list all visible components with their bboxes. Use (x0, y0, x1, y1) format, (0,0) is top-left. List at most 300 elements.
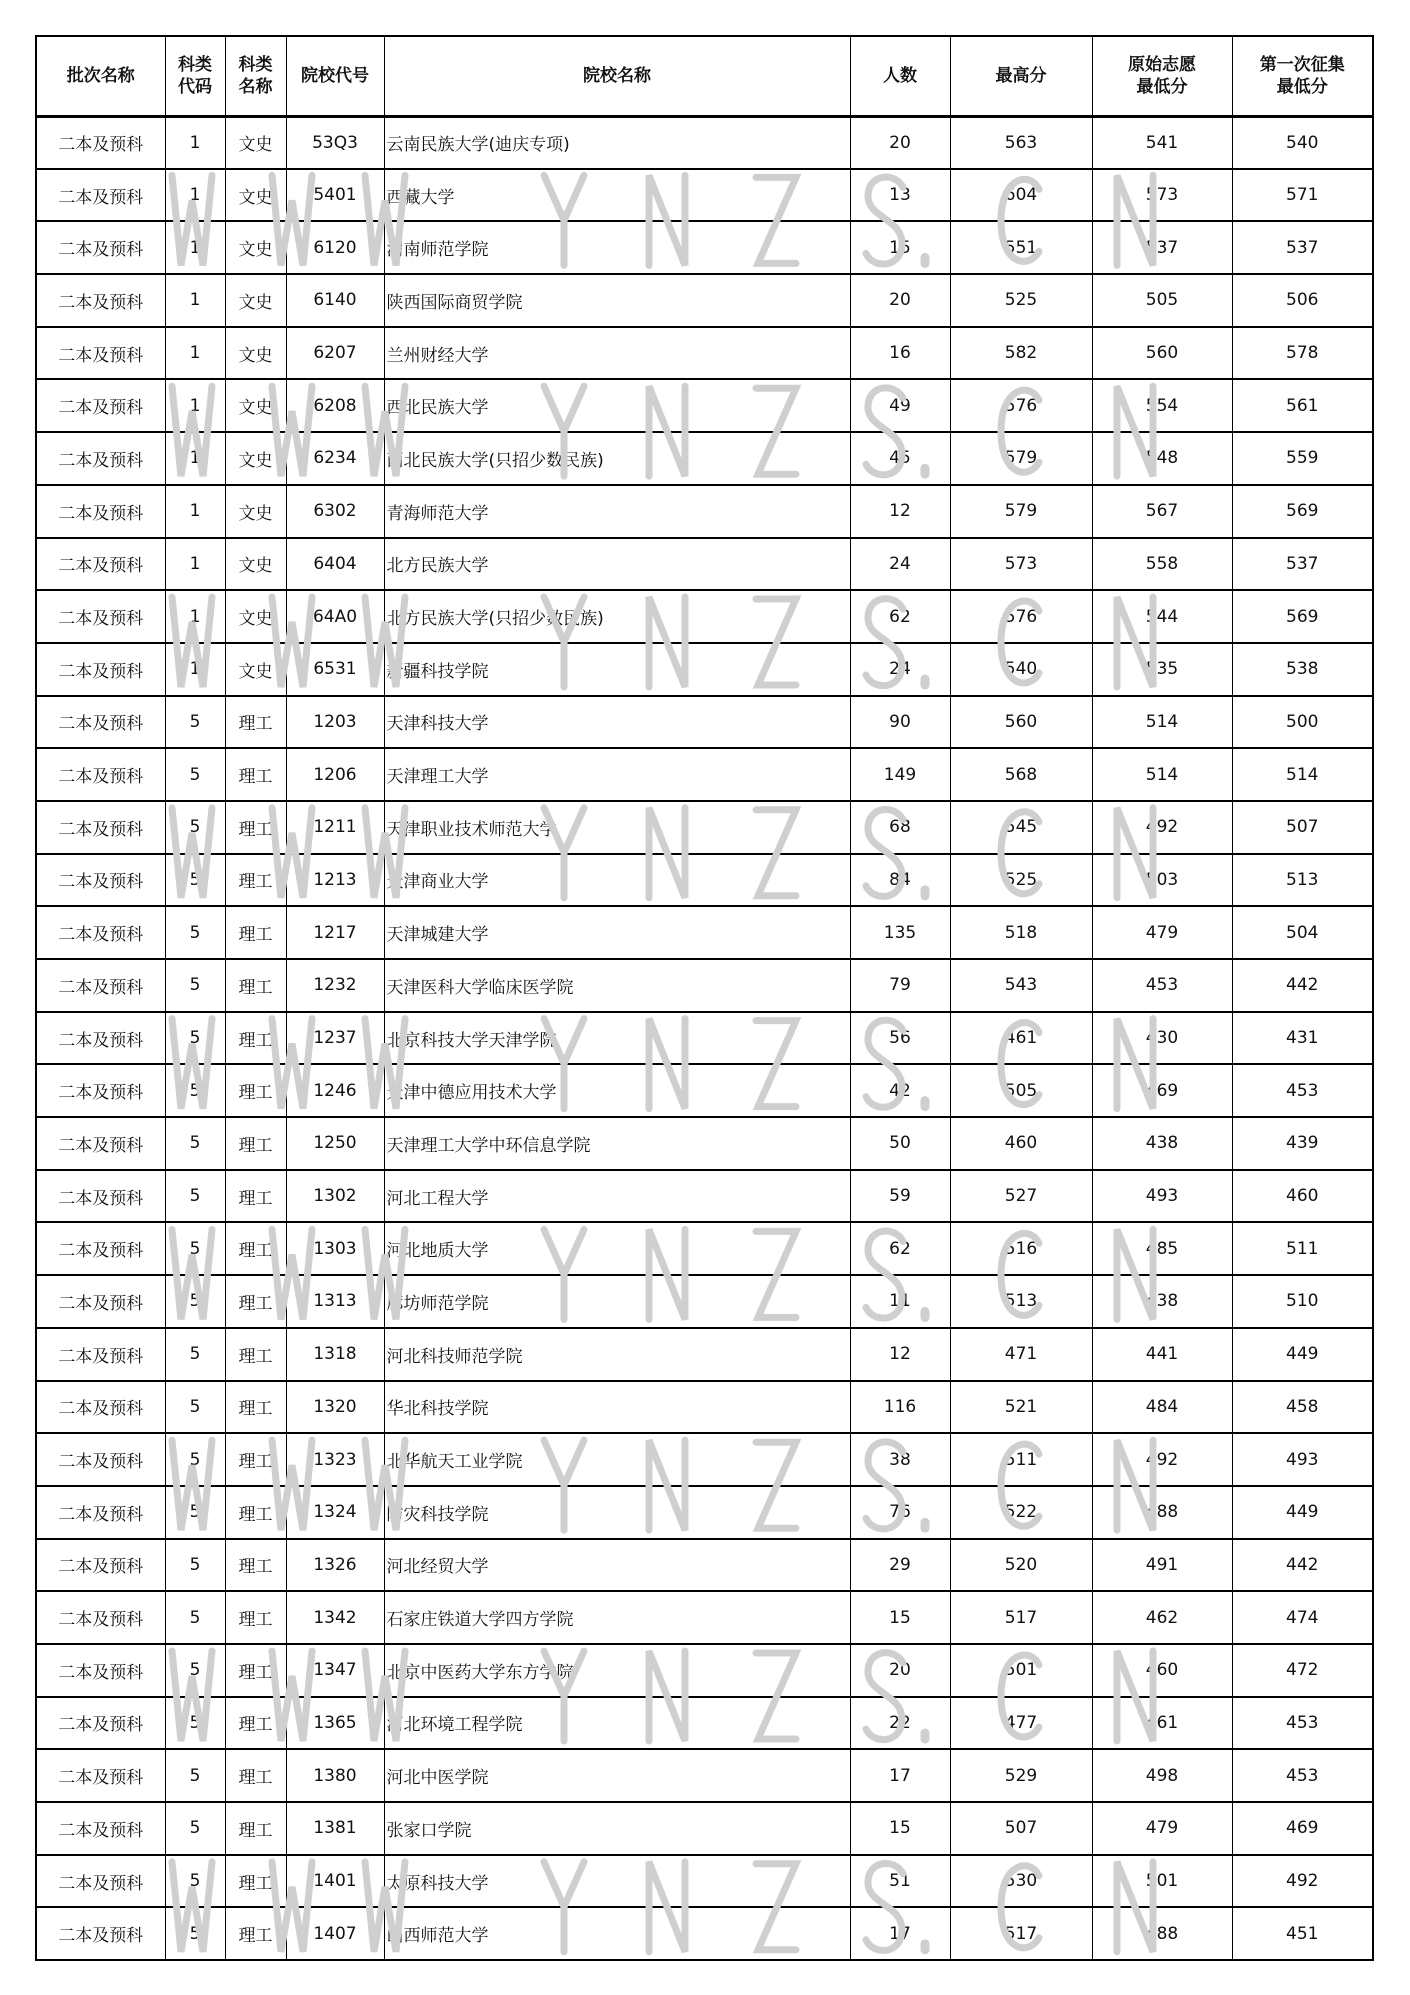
cell-quota: 135 (850, 906, 950, 959)
cell-school-code: 6208 (286, 379, 384, 432)
cell-school-code: 1232 (286, 959, 384, 1012)
cell-subject-name: 文史 (225, 221, 286, 274)
cell-batch-name: 二本及预科 (36, 169, 165, 222)
cell-school-code: 64A0 (286, 590, 384, 643)
cell-max-score: 505 (950, 1064, 1092, 1117)
cell-first-call-min-score: 460 (1232, 1170, 1373, 1223)
cell-quota: 12 (850, 1328, 950, 1381)
cell-quota: 62 (850, 1222, 950, 1275)
cell-quota: 84 (850, 854, 950, 907)
table-row (36, 1381, 1373, 1434)
cell-subject-name: 理工 (225, 1222, 286, 1275)
cell-original-min-score: 514 (1092, 748, 1232, 801)
cell-school-name: 西北民族大学 (384, 379, 850, 432)
cell-original-min-score: 537 (1092, 221, 1232, 274)
cell-batch-name: 二本及预科 (36, 538, 165, 591)
cell-first-call-min-score: 514 (1232, 748, 1373, 801)
cell-max-score: 525 (950, 854, 1092, 907)
cell-subject-code: 5 (165, 959, 225, 1012)
cell-original-min-score: 488 (1092, 1907, 1232, 1960)
cell-quota: 20 (850, 1644, 950, 1697)
cell-school-code: 1318 (286, 1328, 384, 1381)
cell-subject-name: 理工 (225, 1433, 286, 1486)
cell-subject-name: 文史 (225, 538, 286, 591)
cell-subject-name: 理工 (225, 801, 286, 854)
header-quota: 人数 (850, 36, 950, 116)
cell-subject-name: 理工 (225, 1802, 286, 1855)
cell-max-score: 501 (950, 1644, 1092, 1697)
cell-batch-name: 二本及预科 (36, 432, 165, 485)
table-row (36, 1486, 1373, 1539)
cell-school-name: 石家庄铁道大学四方学院 (384, 1591, 850, 1644)
cell-batch-name: 二本及预科 (36, 959, 165, 1012)
table-row (36, 1749, 1373, 1802)
cell-original-min-score: 462 (1092, 1591, 1232, 1644)
cell-school-name: 新疆科技学院 (384, 643, 850, 696)
table-row (36, 1591, 1373, 1644)
cell-batch-name: 二本及预科 (36, 1539, 165, 1592)
cell-first-call-min-score: 493 (1232, 1433, 1373, 1486)
cell-school-name: 河北科技师范学院 (384, 1328, 850, 1381)
cell-batch-name: 二本及预科 (36, 801, 165, 854)
cell-batch-name: 二本及预科 (36, 748, 165, 801)
cell-school-code: 1217 (286, 906, 384, 959)
cell-max-score: 525 (950, 274, 1092, 327)
cell-school-code: 1407 (286, 1907, 384, 1960)
cell-subject-code: 5 (165, 1697, 225, 1750)
cell-subject-code: 5 (165, 1433, 225, 1486)
cell-school-name: 河北经贸大学 (384, 1539, 850, 1592)
cell-subject-name: 理工 (225, 1328, 286, 1381)
cell-batch-name: 二本及预科 (36, 1170, 165, 1223)
cell-school-name: 青海师范大学 (384, 485, 850, 538)
cell-school-name: 河北工程大学 (384, 1170, 850, 1223)
cell-quota: 15 (850, 1802, 950, 1855)
cell-school-code: 1380 (286, 1749, 384, 1802)
cell-school-name: 天津职业技术师范大学 (384, 801, 850, 854)
cell-max-score: 551 (950, 221, 1092, 274)
cell-subject-name: 理工 (225, 748, 286, 801)
cell-max-score: 461 (950, 1012, 1092, 1065)
cell-first-call-min-score: 571 (1232, 169, 1373, 222)
table-row (36, 748, 1373, 801)
cell-batch-name: 二本及预科 (36, 1433, 165, 1486)
cell-max-score: 513 (950, 1275, 1092, 1328)
cell-first-call-min-score: 431 (1232, 1012, 1373, 1065)
cell-school-code: 6140 (286, 274, 384, 327)
cell-batch-name: 二本及预科 (36, 1117, 165, 1170)
cell-max-score: 529 (950, 1749, 1092, 1802)
cell-batch-name: 二本及预科 (36, 1275, 165, 1328)
cell-school-code: 1250 (286, 1117, 384, 1170)
cell-school-code: 1303 (286, 1222, 384, 1275)
cell-subject-name: 理工 (225, 1117, 286, 1170)
cell-subject-code: 1 (165, 169, 225, 222)
cell-school-name: 天津医科大学临床医学院 (384, 959, 850, 1012)
cell-school-name: 廊坊师范学院 (384, 1275, 850, 1328)
cell-quota: 24 (850, 643, 950, 696)
cell-school-name: 天津科技大学 (384, 696, 850, 749)
cell-max-score: 521 (950, 1381, 1092, 1434)
cell-subject-code: 5 (165, 1117, 225, 1170)
cell-max-score: 576 (950, 590, 1092, 643)
cell-max-score: 604 (950, 169, 1092, 222)
cell-original-min-score: 558 (1092, 538, 1232, 591)
cell-school-name: 兰州财经大学 (384, 327, 850, 380)
table-row (36, 327, 1373, 380)
table-row (36, 1275, 1373, 1328)
table-row (36, 854, 1373, 907)
header-subject-code: 科类 代码 (165, 36, 225, 116)
cell-subject-name: 理工 (225, 1539, 286, 1592)
cell-quota: 68 (850, 801, 950, 854)
header-original-min-score: 原始志愿 最低分 (1092, 36, 1232, 116)
cell-original-min-score: 548 (1092, 432, 1232, 485)
cell-school-name: 太原科技大学 (384, 1855, 850, 1908)
cell-max-score: 573 (950, 538, 1092, 591)
cell-quota: 17 (850, 1749, 950, 1802)
table-row (36, 274, 1373, 327)
cell-school-code: 1324 (286, 1486, 384, 1539)
cell-school-name: 河北环境工程学院 (384, 1697, 850, 1750)
cell-first-call-min-score: 538 (1232, 643, 1373, 696)
cell-first-call-min-score: 442 (1232, 1539, 1373, 1592)
cell-school-name: 北京中医药大学东方学院 (384, 1644, 850, 1697)
cell-max-score: 517 (950, 1907, 1092, 1960)
admission-scores-table (35, 35, 1374, 1961)
cell-school-code: 1246 (286, 1064, 384, 1117)
cell-quota: 51 (850, 1855, 950, 1908)
cell-school-name: 陕西国际商贸学院 (384, 274, 850, 327)
cell-max-score: 568 (950, 748, 1092, 801)
table-row (36, 221, 1373, 274)
cell-original-min-score: 541 (1092, 116, 1232, 169)
cell-subject-name: 理工 (225, 1644, 286, 1697)
cell-school-name: 华北科技学院 (384, 1381, 850, 1434)
cell-subject-code: 5 (165, 1539, 225, 1592)
cell-batch-name: 二本及预科 (36, 1591, 165, 1644)
table-row (36, 379, 1373, 432)
cell-subject-name: 理工 (225, 1381, 286, 1434)
table-row (36, 1907, 1373, 1960)
table-row (36, 959, 1373, 1012)
cell-first-call-min-score: 449 (1232, 1486, 1373, 1539)
cell-original-min-score: 560 (1092, 327, 1232, 380)
cell-subject-name: 理工 (225, 854, 286, 907)
cell-quota: 116 (850, 1381, 950, 1434)
cell-subject-name: 理工 (225, 1907, 286, 1960)
table-row (36, 1697, 1373, 1750)
cell-subject-code: 5 (165, 1064, 225, 1117)
cell-original-min-score: 488 (1092, 1486, 1232, 1539)
cell-school-code: 6404 (286, 538, 384, 591)
cell-subject-code: 5 (165, 1222, 225, 1275)
cell-batch-name: 二本及预科 (36, 1064, 165, 1117)
cell-school-code: 6531 (286, 643, 384, 696)
cell-batch-name: 二本及预科 (36, 854, 165, 907)
cell-subject-name: 文史 (225, 590, 286, 643)
cell-max-score: 530 (950, 1855, 1092, 1908)
cell-school-code: 1237 (286, 1012, 384, 1065)
cell-school-code: 1323 (286, 1433, 384, 1486)
cell-subject-name: 文史 (225, 327, 286, 380)
cell-subject-code: 5 (165, 1802, 225, 1855)
cell-subject-code: 1 (165, 590, 225, 643)
cell-school-name: 天津理工大学 (384, 748, 850, 801)
header-first-call-min-score: 第一次征集 最低分 (1232, 36, 1373, 116)
cell-subject-code: 5 (165, 854, 225, 907)
table-row (36, 1170, 1373, 1223)
cell-subject-code: 5 (165, 1907, 225, 1960)
cell-first-call-min-score: 453 (1232, 1697, 1373, 1750)
cell-subject-code: 1 (165, 274, 225, 327)
cell-original-min-score: 438 (1092, 1117, 1232, 1170)
cell-original-min-score: 491 (1092, 1539, 1232, 1592)
cell-original-min-score: 460 (1092, 1644, 1232, 1697)
cell-quota: 17 (850, 1907, 950, 1960)
table-row (36, 485, 1373, 538)
cell-school-code: 1211 (286, 801, 384, 854)
cell-school-name: 天津城建大学 (384, 906, 850, 959)
cell-school-name: 天津中德应用技术大学 (384, 1064, 850, 1117)
header-max-score: 最高分 (950, 36, 1092, 116)
cell-batch-name: 二本及预科 (36, 1907, 165, 1960)
table-row (36, 1012, 1373, 1065)
cell-original-min-score: 505 (1092, 274, 1232, 327)
header-school-code: 院校代号 (286, 36, 384, 116)
cell-quota: 11 (850, 1275, 950, 1328)
table-row (36, 1539, 1373, 1592)
cell-school-name: 天津理工大学中环信息学院 (384, 1117, 850, 1170)
cell-quota: 15 (850, 1591, 950, 1644)
cell-subject-code: 5 (165, 906, 225, 959)
table-row (36, 801, 1373, 854)
table-row (36, 116, 1373, 169)
cell-first-call-min-score: 506 (1232, 274, 1373, 327)
cell-original-min-score: 469 (1092, 1064, 1232, 1117)
cell-first-call-min-score: 492 (1232, 1855, 1373, 1908)
cell-quota: 13 (850, 169, 950, 222)
cell-subject-code: 1 (165, 643, 225, 696)
cell-batch-name: 二本及预科 (36, 485, 165, 538)
table-row (36, 1222, 1373, 1275)
cell-subject-name: 理工 (225, 1064, 286, 1117)
cell-quota: 76 (850, 1486, 950, 1539)
cell-first-call-min-score: 472 (1232, 1644, 1373, 1697)
cell-original-min-score: 554 (1092, 379, 1232, 432)
cell-school-code: 1326 (286, 1539, 384, 1592)
cell-subject-name: 文史 (225, 169, 286, 222)
cell-subject-name: 理工 (225, 1012, 286, 1065)
cell-original-min-score: 438 (1092, 1275, 1232, 1328)
cell-quota: 59 (850, 1170, 950, 1223)
cell-quota: 20 (850, 274, 950, 327)
cell-batch-name: 二本及预科 (36, 221, 165, 274)
cell-quota: 42 (850, 1064, 950, 1117)
table-row (36, 1433, 1373, 1486)
cell-max-score: 522 (950, 1486, 1092, 1539)
cell-batch-name: 二本及预科 (36, 327, 165, 380)
cell-subject-name: 理工 (225, 1275, 286, 1328)
cell-school-name: 云南民族大学(迪庆专项) (384, 116, 850, 169)
cell-max-score: 576 (950, 379, 1092, 432)
cell-batch-name: 二本及预科 (36, 643, 165, 696)
cell-first-call-min-score: 458 (1232, 1381, 1373, 1434)
cell-subject-code: 1 (165, 379, 225, 432)
cell-batch-name: 二本及预科 (36, 1855, 165, 1908)
cell-batch-name: 二本及预科 (36, 1802, 165, 1855)
cell-first-call-min-score: 474 (1232, 1591, 1373, 1644)
table-row (36, 1802, 1373, 1855)
cell-max-score: 545 (950, 801, 1092, 854)
cell-batch-name: 二本及预科 (36, 1644, 165, 1697)
cell-subject-code: 1 (165, 538, 225, 591)
cell-batch-name: 二本及预科 (36, 1749, 165, 1802)
cell-max-score: 477 (950, 1697, 1092, 1750)
cell-quota: 38 (850, 1433, 950, 1486)
cell-original-min-score: 479 (1092, 1802, 1232, 1855)
cell-batch-name: 二本及预科 (36, 1222, 165, 1275)
cell-original-min-score: 492 (1092, 801, 1232, 854)
cell-original-min-score: 453 (1092, 959, 1232, 1012)
cell-batch-name: 二本及预科 (36, 696, 165, 749)
cell-subject-code: 5 (165, 1749, 225, 1802)
cell-max-score: 460 (950, 1117, 1092, 1170)
cell-max-score: 582 (950, 327, 1092, 380)
cell-batch-name: 二本及预科 (36, 1012, 165, 1065)
cell-school-name: 防灾科技学院 (384, 1486, 850, 1539)
cell-subject-name: 文史 (225, 432, 286, 485)
cell-original-min-score: 441 (1092, 1328, 1232, 1381)
cell-max-score: 517 (950, 1591, 1092, 1644)
cell-quota: 56 (850, 1012, 950, 1065)
cell-subject-code: 5 (165, 696, 225, 749)
cell-max-score: 579 (950, 432, 1092, 485)
cell-max-score: 563 (950, 116, 1092, 169)
cell-original-min-score: 485 (1092, 1222, 1232, 1275)
table-row (36, 1064, 1373, 1117)
table-row (36, 432, 1373, 485)
cell-school-code: 1342 (286, 1591, 384, 1644)
cell-subject-code: 1 (165, 432, 225, 485)
table-row (36, 538, 1373, 591)
cell-school-code: 6120 (286, 221, 384, 274)
cell-subject-name: 理工 (225, 1855, 286, 1908)
cell-quota: 45 (850, 432, 950, 485)
table-row (36, 590, 1373, 643)
cell-subject-code: 1 (165, 485, 225, 538)
cell-school-name: 山西师范大学 (384, 1907, 850, 1960)
cell-quota: 12 (850, 485, 950, 538)
cell-batch-name: 二本及预科 (36, 1381, 165, 1434)
cell-batch-name: 二本及预科 (36, 1486, 165, 1539)
cell-first-call-min-score: 500 (1232, 696, 1373, 749)
cell-quota: 20 (850, 116, 950, 169)
cell-batch-name: 二本及预科 (36, 906, 165, 959)
cell-first-call-min-score: 513 (1232, 854, 1373, 907)
table-row (36, 696, 1373, 749)
cell-school-code: 53Q3 (286, 116, 384, 169)
cell-batch-name: 二本及预科 (36, 274, 165, 327)
cell-first-call-min-score: 511 (1232, 1222, 1373, 1275)
cell-first-call-min-score: 453 (1232, 1749, 1373, 1802)
cell-max-score: 518 (950, 906, 1092, 959)
cell-subject-code: 5 (165, 1328, 225, 1381)
cell-original-min-score: 493 (1092, 1170, 1232, 1223)
cell-school-code: 1302 (286, 1170, 384, 1223)
cell-max-score: 540 (950, 643, 1092, 696)
cell-batch-name: 二本及预科 (36, 379, 165, 432)
cell-max-score: 507 (950, 1802, 1092, 1855)
cell-batch-name: 二本及预科 (36, 590, 165, 643)
cell-max-score: 543 (950, 959, 1092, 1012)
cell-subject-code: 5 (165, 1644, 225, 1697)
cell-quota: 79 (850, 959, 950, 1012)
cell-school-code: 6302 (286, 485, 384, 538)
header-batch-name: 批次名称 (36, 36, 165, 116)
cell-first-call-min-score: 449 (1232, 1328, 1373, 1381)
cell-school-name: 北方民族大学(只招少数民族) (384, 590, 850, 643)
cell-school-code: 1381 (286, 1802, 384, 1855)
cell-subject-code: 5 (165, 801, 225, 854)
cell-subject-name: 理工 (225, 1591, 286, 1644)
cell-max-score: 511 (950, 1433, 1092, 1486)
cell-school-code: 1401 (286, 1855, 384, 1908)
cell-batch-name: 二本及预科 (36, 116, 165, 169)
cell-quota: 29 (850, 1539, 950, 1592)
cell-subject-code: 1 (165, 116, 225, 169)
cell-max-score: 579 (950, 485, 1092, 538)
cell-quota: 49 (850, 379, 950, 432)
cell-subject-code: 1 (165, 327, 225, 380)
cell-first-call-min-score: 561 (1232, 379, 1373, 432)
table-row (36, 1117, 1373, 1170)
cell-quota: 50 (850, 1117, 950, 1170)
cell-subject-name: 理工 (225, 696, 286, 749)
cell-original-min-score: 535 (1092, 643, 1232, 696)
cell-first-call-min-score: 442 (1232, 959, 1373, 1012)
cell-school-code: 1347 (286, 1644, 384, 1697)
cell-subject-name: 文史 (225, 274, 286, 327)
cell-max-score: 520 (950, 1539, 1092, 1592)
cell-quota: 90 (850, 696, 950, 749)
cell-school-name: 天津商业大学 (384, 854, 850, 907)
cell-subject-code: 1 (165, 221, 225, 274)
cell-original-min-score: 573 (1092, 169, 1232, 222)
cell-first-call-min-score: 540 (1232, 116, 1373, 169)
table-row (36, 643, 1373, 696)
header-school-name: 院校名称 (384, 36, 850, 116)
cell-batch-name: 二本及预科 (36, 1697, 165, 1750)
cell-max-score: 471 (950, 1328, 1092, 1381)
cell-subject-code: 5 (165, 1275, 225, 1328)
cell-subject-name: 文史 (225, 485, 286, 538)
cell-subject-name: 理工 (225, 906, 286, 959)
cell-original-min-score: 503 (1092, 854, 1232, 907)
cell-first-call-min-score: 469 (1232, 1802, 1373, 1855)
header-subject-name: 科类 名称 (225, 36, 286, 116)
cell-school-code: 5401 (286, 169, 384, 222)
cell-batch-name: 二本及预科 (36, 1328, 165, 1381)
cell-quota: 16 (850, 327, 950, 380)
cell-original-min-score: 544 (1092, 590, 1232, 643)
cell-first-call-min-score: 559 (1232, 432, 1373, 485)
cell-first-call-min-score: 439 (1232, 1117, 1373, 1170)
cell-first-call-min-score: 537 (1232, 221, 1373, 274)
cell-quota: 62 (850, 590, 950, 643)
cell-school-code: 1206 (286, 748, 384, 801)
cell-original-min-score: 461 (1092, 1697, 1232, 1750)
